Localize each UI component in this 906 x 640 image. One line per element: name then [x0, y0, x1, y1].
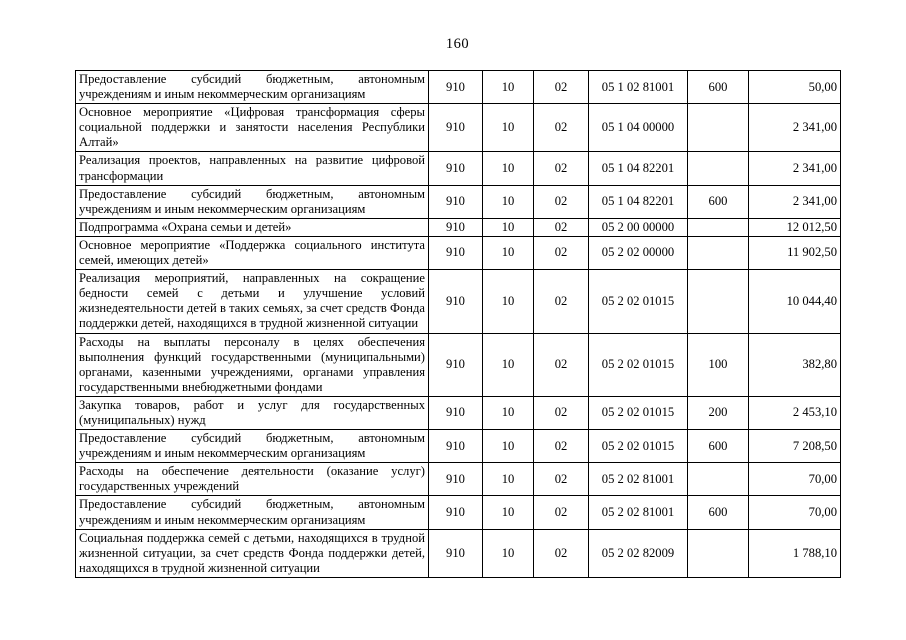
subsection-code-value: 02: [534, 152, 589, 185]
expense-type-code-value: 600: [688, 430, 749, 463]
subsection-code-value: 02: [534, 430, 589, 463]
section-code-value: 10: [483, 236, 534, 269]
target-article-code-value: 05 1 04 82201: [589, 152, 688, 185]
expense-type-code-value: 200: [688, 396, 749, 429]
row-description: Подпрограмма «Охрана семьи и детей»: [76, 218, 429, 236]
amount-value: 10 044,40: [749, 270, 841, 333]
expense-type-code-value: [688, 463, 749, 496]
grbs-code-value: 910: [429, 496, 483, 529]
section-code-value: 10: [483, 430, 534, 463]
grbs-code-value: 910: [429, 236, 483, 269]
expense-type-code-value: [688, 270, 749, 333]
amount-value: 2 453,10: [749, 396, 841, 429]
section-code-value: 10: [483, 496, 534, 529]
target-article-code-value: 05 2 02 82009: [589, 529, 688, 577]
grbs-code-value: 910: [429, 104, 483, 152]
subsection-code-value: 02: [534, 333, 589, 396]
table-row: [76, 496, 841, 529]
target-article-code-value: 05 1 04 82201: [589, 185, 688, 218]
amount-value: 70,00: [749, 463, 841, 496]
amount-value: 7 208,50: [749, 430, 841, 463]
row-description: Предоставление субсидий бюджетным, автономным учреждениям и иным некоммерческим организациям: [76, 496, 429, 529]
table-row: [76, 218, 841, 236]
section-code-value: 10: [483, 463, 534, 496]
subsection-code-value: 02: [534, 529, 589, 577]
target-article-code-value: 05 2 02 81001: [589, 463, 688, 496]
table-row: [76, 463, 841, 496]
target-article-code-value: 05 2 02 01015: [589, 430, 688, 463]
expense-type-code-value: 100: [688, 333, 749, 396]
table-row: [76, 430, 841, 463]
expense-type-code-value: 600: [688, 185, 749, 218]
subsection-code-value: 02: [534, 396, 589, 429]
subsection-code-value: 02: [534, 71, 589, 104]
grbs-code-value: 910: [429, 185, 483, 218]
grbs-code-value: 910: [429, 430, 483, 463]
table-row: [76, 152, 841, 185]
amount-value: 50,00: [749, 71, 841, 104]
expense-type-code-value: [688, 218, 749, 236]
subsection-code-value: 02: [534, 463, 589, 496]
target-article-code-value: 05 2 02 01015: [589, 270, 688, 333]
row-description: Реализация проектов, направленных на развитие цифровой трансформации: [76, 152, 429, 185]
table-row: [76, 333, 841, 396]
target-article-code-value: 05 1 04 00000: [589, 104, 688, 152]
amount-value: 12 012,50: [749, 218, 841, 236]
target-article-code-value: 05 2 02 00000: [589, 236, 688, 269]
section-code-value: 10: [483, 185, 534, 218]
section-code-value: 10: [483, 529, 534, 577]
row-description: Предоставление субсидий бюджетным, автономным учреждениям и иным некоммерческим организациям: [76, 430, 429, 463]
row-description: Предоставление субсидий бюджетным, автономным учреждениям и иным некоммерческим организациям: [76, 71, 429, 104]
grbs-code-value: 910: [429, 333, 483, 396]
section-code-value: 10: [483, 333, 534, 396]
expense-type-code-value: [688, 529, 749, 577]
table-row: [76, 71, 841, 104]
amount-value: 70,00: [749, 496, 841, 529]
expense-type-code-value: 600: [688, 71, 749, 104]
amount-value: 2 341,00: [749, 185, 841, 218]
amount-value: 2 341,00: [749, 104, 841, 152]
subsection-code-value: 02: [534, 496, 589, 529]
grbs-code-value: 910: [429, 396, 483, 429]
amount-value: 11 902,50: [749, 236, 841, 269]
subsection-code-value: 02: [534, 236, 589, 269]
expense-type-code-value: [688, 104, 749, 152]
row-description: Реализация мероприятий, направленных на сокращение бедности семей с детьми и улучшение условий жизнедеятельности детей в таких семьях, за счет средств Фонда поддержки детей, находящихся в трудной жизненной ситуации: [76, 270, 429, 333]
budget-allocation-table: [75, 70, 841, 578]
section-code-value: 10: [483, 396, 534, 429]
expense-type-code-value: [688, 236, 749, 269]
table-row: [76, 396, 841, 429]
section-code-value: 10: [483, 104, 534, 152]
grbs-code-value: 910: [429, 152, 483, 185]
table-row: [76, 529, 841, 577]
row-description: Предоставление субсидий бюджетным, автономным учреждениям и иным некоммерческим организациям: [76, 185, 429, 218]
amount-value: 382,80: [749, 333, 841, 396]
table-row: [76, 104, 841, 152]
section-code-value: 10: [483, 152, 534, 185]
row-description: Основное мероприятие «Цифровая трансформация сферы социальной поддержки и занятости населения Республики Алтай»: [76, 104, 429, 152]
target-article-code-value: 05 2 02 01015: [589, 396, 688, 429]
row-description: Расходы на обеспечение деятельности (оказание услуг) государственных учреждений: [76, 463, 429, 496]
target-article-code-value: 05 2 00 00000: [589, 218, 688, 236]
section-code-value: 10: [483, 71, 534, 104]
grbs-code-value: 910: [429, 529, 483, 577]
amount-value: 2 341,00: [749, 152, 841, 185]
row-description: Основное мероприятие «Поддержка социального института семей, имеющих детей»: [76, 236, 429, 269]
table-row: [76, 270, 841, 333]
grbs-code-value: 910: [429, 463, 483, 496]
row-description: Расходы на выплаты персоналу в целях обеспечения выполнения функций государственными (муниципальными) органами, казенными учреждениями, органами управления государственными внебюджетными фондами: [76, 333, 429, 396]
section-code-value: 10: [483, 270, 534, 333]
target-article-code-value: 05 1 02 81001: [589, 71, 688, 104]
page-number: 160: [445, 36, 470, 52]
subsection-code-value: 02: [534, 185, 589, 218]
row-description: Закупка товаров, работ и услуг для государственных (муниципальных) нужд: [76, 396, 429, 429]
table-row: [76, 185, 841, 218]
expense-type-code-value: [688, 152, 749, 185]
table-row: [76, 236, 841, 269]
section-code-value: 10: [483, 218, 534, 236]
grbs-code-value: 910: [429, 218, 483, 236]
grbs-code-value: 910: [429, 270, 483, 333]
expense-type-code-value: 600: [688, 496, 749, 529]
subsection-code-value: 02: [534, 218, 589, 236]
subsection-code-value: 02: [534, 270, 589, 333]
subsection-code-value: 02: [534, 104, 589, 152]
amount-value: 1 788,10: [749, 529, 841, 577]
row-description: Социальная поддержка семей с детьми, находящихся в трудной жизненной ситуации, за счет средств Фонда поддержки детей, находящихся в трудной жизненной ситуации: [76, 529, 429, 577]
target-article-code-value: 05 2 02 81001: [589, 496, 688, 529]
target-article-code-value: 05 2 02 01015: [589, 333, 688, 396]
budget-table-body: [76, 71, 841, 578]
grbs-code-value: 910: [429, 71, 483, 104]
